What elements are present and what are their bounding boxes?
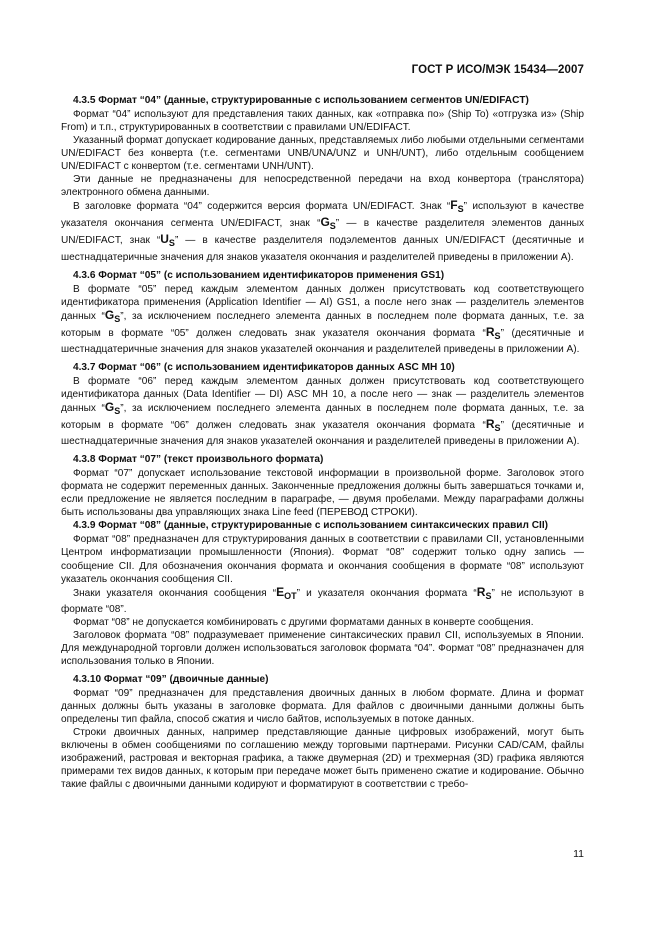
paragraph: Знаки указателя окончания сообщения “$E_{OT}$” и указателя окончания формата “$R_S$” не используют в формате “08”. xyxy=(61,584,584,615)
gs-symbol: $G_S$ xyxy=(320,215,336,232)
section-heading: 4.3.10 Формат “09” (двоичные данные) xyxy=(73,673,269,685)
page-content xyxy=(61,94,584,791)
section-heading: 4.3.8 Формат “07” (текст произвольного формата) xyxy=(73,454,324,466)
paragraph: Формат “04” используют для представления таких данных, как «отправка по» (Ship To) «отгрузка из» (Ship From) и т.п., структурированных в соответствии с правилами UN/EDIFACT. xyxy=(61,109,584,134)
paragraph: Формат “08” предназначен для структурирования данных в соответствии с правилами CII, установленными Центром информатизации промышленности (Япония). Формат “08” содержит только одну запись — сообщение CII. Для обозначения окончания формата и окончания сообщения в формате “08” используют указатель окончания сообщения CII. xyxy=(61,534,584,585)
document-header: ГОСТ Р ИСО/МЭК 15434—2007 xyxy=(411,64,584,76)
section-heading: 4.3.5 Формат “04” (данные, структурированные с использованием сегментов UN/EDIFACT) xyxy=(73,95,529,106)
us-symbol: $U_S$ xyxy=(160,232,175,249)
paragraph: Формат “08” не допускается комбинировать с другими форматами данных в конверте сообщения. xyxy=(73,616,534,628)
paragraph: Заголовок формата “08” подразумевает применение синтаксических правил CII, используемых в Японии. Для международной торговли должен использоваться заголовок формата “04”. Формат “08” предназначен для использования только в Японии. xyxy=(61,629,584,667)
paragraph: В заголовке формата “04” содержится версия формата UN/EDIFACT. Знак “$F_S$” используют в качестве указателя окончания сегмента UN/EDIFACT, знак “$G_S$” — в качестве разделителя элементов данных UN/EDIFACT, знак “$U_S$” — в качестве разделителя подэлементов данных UN/EDIFACT (десятичные и шестнадцатеричные значения для знаков указателя окончания и разделителей приведены в приложении А). xyxy=(61,198,585,263)
eot-symbol: $E_{OT}$ xyxy=(276,584,297,601)
rs-symbol: $R_S$ xyxy=(485,324,501,341)
paragraph: Формат “07” допускает использование текстовой информации в произвольной форме. Заголовок этого формата не содержит переменных данных. Законченные предложения должны быть завершаться точками и, если предложение не является последним в параграфе, — двумя пробелами. Между параграфами должны быть использованы два управляющих знака Line feed (ПЕРЕВОД СТРОКИ). xyxy=(61,468,584,519)
page-number: 11 xyxy=(573,848,584,860)
paragraph: В формате “06” перед каждым элементом данных должен присутствовать код соответствующего идентификатора данных (Data Identifier — DI) ASC MH 10, а после него — знак — разделитель элементов данных “$G_S$”, за исключением последнего элемента данных в последнем поле формата данных, т.е. за которым в формате “06” должен следовать знак указателя окончания формата “$R_S$” (десятичные и шестнадцатеричные значения для знаков указателей окончания и разделителей приведены в приложении А). xyxy=(61,375,584,448)
paragraph: Указанный формат допускает кодирование данных, представляемых либо любыми отдельными сегментами UN/EDIFACT без конверта (т.е. сегментами UNB/UNA/UNZ и UNH/UNT), либо отдельным сообщением UN/EDIFACT с конвертом (т.е. сегментами UNH/UNT). xyxy=(61,135,584,173)
rs-symbol: $R_S$ xyxy=(476,584,492,601)
section-heading: 4.3.6 Формат “05” (с использованием идентификаторов применения GS1) xyxy=(73,269,445,281)
paragraph: Эти данные не предназначены для непосредственной передачи на вход конвертора (транслятора) электронного обмена данными. xyxy=(61,174,584,199)
section-heading: 4.3.7 Формат “06” (с использованием идентификаторов данных ASC MH 10) xyxy=(73,361,455,373)
rs-symbol: $R_S$ xyxy=(485,417,501,434)
gs-symbol: $G_S$ xyxy=(104,399,121,416)
gs-symbol: $G_S$ xyxy=(104,307,121,324)
section-heading: 4.3.9 Формат “08” (данные, структурированные с использованием синтаксических правил CII) xyxy=(73,520,548,532)
paragraph: Строки двоичных данных, например представляющие данные цифровых изображений, могут быть включены в обмен сообщениями по соглашению между торговыми партнерами. Рисунки CAD/CAM, файлы изображений, растровая и векторная графика, а также двумерная (2D) и трехмерная (3D) графика являются примерами тех видов данных, к которым при передаче может быть применено сжатие и кодирование. Обычно такие файлы с двоичными данными кодируют и форматируют в соответствии с требо- xyxy=(61,727,584,791)
paragraph: Формат “09” предназначен для представления двоичных данных в любом формате. Длина и формат данных должны быть указаны в заголовке формата. Для файлов с двоичными данными должны быть определены тип файла, способ сжатия и число байтов, используемых в потоке данных. xyxy=(61,687,584,726)
paragraph: В формате “05” перед каждым элементом данных должен присутствовать код соответствующего идентификатора применения (Application Identifier — AI) GS1, а после него знак — разделитель элементов данных “$G_S$”, за исключением последнего элемента данных в последнем поле формата данных, т.е. за которым в формате “05” должен следовать знак указателя окончания формата “$R_S$” (десятичные и шестнадцатеричные значения для знаков указателей окончания и разделителей приведены в приложении А). xyxy=(61,283,584,355)
fs-symbol: $F_S$ xyxy=(450,198,464,215)
